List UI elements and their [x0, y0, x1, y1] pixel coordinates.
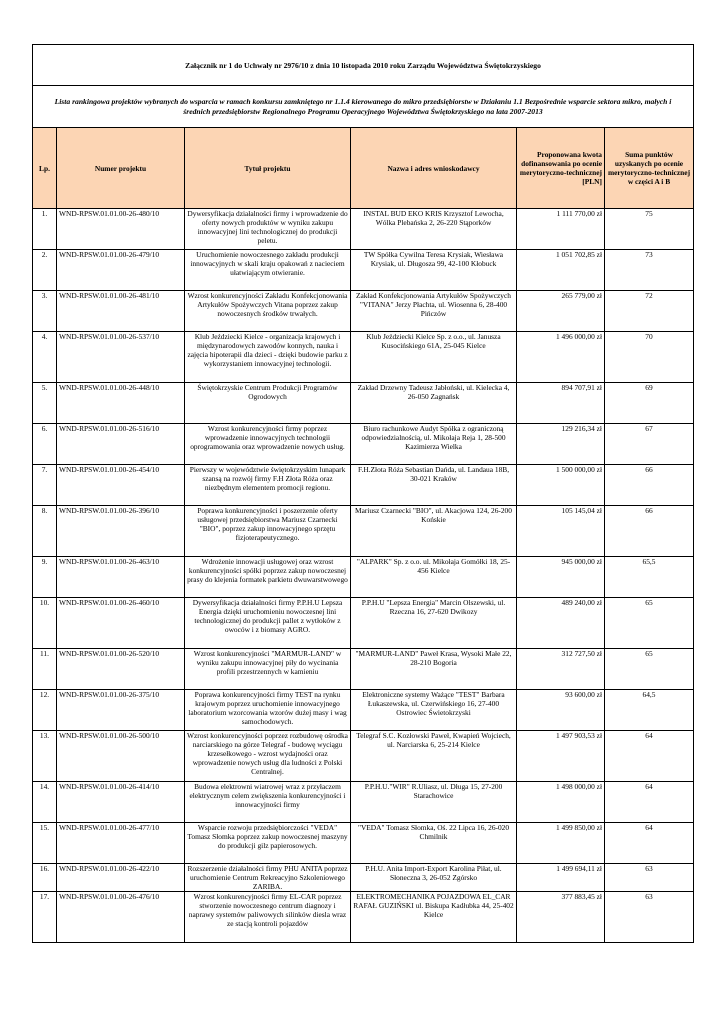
cell-amount: 1 498 000,00 zł: [517, 782, 605, 823]
cell-number: WND-RPSW.01.01.00-26-500/10: [57, 731, 185, 782]
cell-points: 64: [605, 823, 694, 864]
cell-applicant: Telegraf S.C. Kozłowski Paweł, Kwapień Wojciech, ul. Narciarska 6, 25-214 Kielce: [351, 731, 517, 782]
cell-applicant: Zakład Drzewny Tadeusz Jabłoński, ul. Kielecka 4, 26-050 Zagnańsk: [351, 383, 517, 424]
cell-title: Poprawa konkurencyjności firmy TEST na rynku krajowym poprzez uruchomienie innowacyjnego laboratorium wzorcowania wzorów dużej masy i wag samochodowych.: [185, 690, 351, 731]
cell-points: 73: [605, 250, 694, 291]
cell-number: WND-RPSW.01.01.00-26-422/10: [57, 864, 185, 892]
cell-title: Wdrożenie innowacji usługowej oraz wzrost konkurencyjności spółki poprzez zakup nowoczesnej prasy do klejenia formatek parkietu dwuwarstwowego: [185, 557, 351, 598]
cell-number: WND-RPSW.01.01.00-26-480/10: [57, 209, 185, 250]
cell-applicant: P.H.U. Anita Import-Export Karolina Piłat, ul. Słoneczna 3, 26-052 Zgórsko: [351, 864, 517, 892]
cell-title: Poprawa konkurencyjności i poszerzenie oferty usługowej przedsiębiorstwa Mariusz Czarnecki "BIO", poprzez zakup innowacyjnego sprzętu fizjoterapeutycznego.: [185, 506, 351, 557]
table-row: [33, 506, 694, 557]
cell-applicant: P.P.H.U."WIR" R.Uliasz, ul. Długa 15, 27-200 Starachowice: [351, 782, 517, 823]
cell-lp: 4.: [33, 332, 57, 383]
cell-points: 66: [605, 465, 694, 506]
cell-points: 64,5: [605, 690, 694, 731]
cell-title: Budowa elektrowni wiatrowej wraz z przyłaczem elektrycznym celem zwiększenia konkurencyjności i innowacyjności firmy: [185, 782, 351, 823]
cell-title: Rozszerzenie działalności firmy PHU ANITA poprzez uruchomienie Centrum Rekreacyjno Szkoleniowego ZARIBA.: [185, 864, 351, 892]
cell-amount: 1 497 903,53 zł: [517, 731, 605, 782]
cell-title: Wzrost konkurencyjności firmy EL-CAR poprzez stworzenie nowoczesnego centrum diagnozy i naprawy systemów paliwowych silinków diesla wraz ze stacją kontroli pojazdów: [185, 892, 351, 943]
cell-title: Wzrost konkurencyjności "MARMUR-LAND" w wyniku zakupu innowacyjnej piły do wycinania profili przestrzennych w kamieniu: [185, 649, 351, 690]
table-row: [33, 892, 694, 943]
cell-points: 70: [605, 332, 694, 383]
cell-number: WND-RPSW.01.01.00-26-537/10: [57, 332, 185, 383]
table-row: [33, 209, 694, 250]
column-header-amount: Proponowana kwota dofinansowania po ocenie merytoryczno-technicznej [PLN]: [517, 128, 605, 209]
cell-points: 64: [605, 782, 694, 823]
cell-number: WND-RPSW.01.01.00-26-477/10: [57, 823, 185, 864]
cell-number: WND-RPSW.01.01.00-26-516/10: [57, 424, 185, 465]
cell-number: WND-RPSW.01.01.00-26-396/10: [57, 506, 185, 557]
column-header-points: Suma punktów uzyskanych po ocenie merytoryczno-technicznej w części A i B: [605, 128, 694, 209]
cell-applicant: Klub Jeździecki Kielce Sp. z o.o., ul. Janusza Kusocińskiego 61A, 25-045 Kielce: [351, 332, 517, 383]
cell-lp: 2.: [33, 250, 57, 291]
table-row: [33, 332, 694, 383]
cell-applicant: Elektroniczne systemy Ważące "TEST" Barbara Łukaszewska, ul. Czerwińskiego 16, 27-400 Ostrowiec Świetokrzyski: [351, 690, 517, 731]
cell-amount: 265 779,00 zł: [517, 291, 605, 332]
cell-lp: 8.: [33, 506, 57, 557]
cell-amount: 129 216,34 zł: [517, 424, 605, 465]
cell-applicant: "ALPARK" Sp. z o.o. ul. Mikołaja Gomółki 18, 25-456 Kielce: [351, 557, 517, 598]
cell-title: Dywersyfikacja działalności firmy P.P.H.U Lepsza Energia dzięki uruchomieniu nowoczesnej lini technologicznej do produkcji pallet z wytłoków z owoców i z biomasy AGRO.: [185, 598, 351, 649]
cell-points: 67: [605, 424, 694, 465]
column-header-number: Numer projektu: [57, 128, 185, 209]
cell-points: 69: [605, 383, 694, 424]
cell-amount: 93 600,00 zł: [517, 690, 605, 731]
cell-applicant: Biuro rachunkowe Audyt Spółka z ograniczoną odpowiedzialnością, ul. Mikołaja Reja 1, 28-500 Kazimierza Wielka: [351, 424, 517, 465]
cell-number: WND-RPSW.01.01.00-26-454/10: [57, 465, 185, 506]
cell-lp: 6.: [33, 424, 57, 465]
table-row: [33, 598, 694, 649]
table-header-row: [33, 128, 694, 209]
cell-lp: 7.: [33, 465, 57, 506]
table-row: [33, 782, 694, 823]
cell-number: WND-RPSW.01.01.00-26-460/10: [57, 598, 185, 649]
cell-amount: 312 727,50 zł: [517, 649, 605, 690]
table-row: [33, 649, 694, 690]
document-title: Załącznik nr 1 do Uchwały nr 2976/10 z dnia 10 listopada 2010 roku Zarządu Województwa Świętokrzyskiego: [33, 45, 694, 86]
table-row: [33, 250, 694, 291]
cell-applicant: TW Spółka Cywilna Teresa Krysiak, Wiesława Krysiak, ul. Długosza 99, 42-100 Kłobuck: [351, 250, 517, 291]
cell-amount: 894 707,91 zł: [517, 383, 605, 424]
cell-title: Wsparcie rozwoju przedsiębiorczości "VEDA" Tomasz Słomka poprzez zakup nowoczesnej maszyny do produkcji gilz papierosowych.: [185, 823, 351, 864]
cell-applicant: Zakład Konfekcjonowania Artykułów Spożywczych "VITANA" Jerzy Płachta, ul. Wiosenna 6, 28-400 Pińczów: [351, 291, 517, 332]
cell-number: WND-RPSW.01.01.00-26-476/10: [57, 892, 185, 943]
cell-amount: 489 240,00 zł: [517, 598, 605, 649]
cell-number: WND-RPSW.01.01.00-26-414/10: [57, 782, 185, 823]
document: [32, 44, 693, 943]
cell-title: Wzrost konkurencyjności firmy poprzez wprowadzenie innowacyjnych technologii oprogramowania oraz wprowadzenie nowych usług.: [185, 424, 351, 465]
cell-lp: 14.: [33, 782, 57, 823]
column-header-applicant: Nazwa i adres wnioskodawcy: [351, 128, 517, 209]
cell-points: 65: [605, 649, 694, 690]
cell-amount: 1 499 694,11 zł: [517, 864, 605, 892]
cell-title: Pierwszy w województwie świętokrzyskim lunapark szansą na rozwój firmy F.H Złota Róża oraz niezbędnym elementem promocji regionu.: [185, 465, 351, 506]
cell-points: 72: [605, 291, 694, 332]
cell-points: 63: [605, 892, 694, 943]
ranking-table: [32, 44, 694, 943]
cell-lp: 3.: [33, 291, 57, 332]
cell-amount: 945 000,00 zł: [517, 557, 605, 598]
column-header-title: Tytuł projektu: [185, 128, 351, 209]
cell-applicant: Mariusz Czarnecki "BIO", ul. Akacjowa 124, 26-200 Końskie: [351, 506, 517, 557]
cell-title: Wzrost konkurencyjności Zakładu Konfekcjonowania Artykułów Spożywczych Vitana poprzez zakup nowoczesnych środków trwałych.: [185, 291, 351, 332]
cell-points: 65,5: [605, 557, 694, 598]
cell-applicant: P.P.H.U "Lepsza Energia" Marcin Olszewski, ul. Rzeczna 16, 27-620 Dwikozy: [351, 598, 517, 649]
cell-lp: 11.: [33, 649, 57, 690]
table-row: [33, 823, 694, 864]
cell-number: WND-RPSW.01.01.00-26-481/10: [57, 291, 185, 332]
table-row: [33, 690, 694, 731]
cell-lp: 1.: [33, 209, 57, 250]
table-row: [33, 291, 694, 332]
cell-points: 63: [605, 864, 694, 892]
cell-title: Klub Jeździecki Kielce - organizacja krajowych i międzynarodowych zawodów konnych, nauka i zajęcia hipoterapii dla dzieci - dzięki budowie parku z wykorzystaniem innowacyjnej technologii.: [185, 332, 351, 383]
table-row: [33, 424, 694, 465]
cell-title: Uruchomienie nowoczesnego zakładu produkcji innowacyjnych w skali kraju opakowań z nacieciem ułatwiającym otwieranie.: [185, 250, 351, 291]
cell-title: Świętokrzyskie Centrum Produkcji Programów Ogrodowych: [185, 383, 351, 424]
table-row: [33, 864, 694, 892]
cell-lp: 10.: [33, 598, 57, 649]
cell-lp: 15.: [33, 823, 57, 864]
cell-number: WND-RPSW.01.01.00-26-448/10: [57, 383, 185, 424]
cell-points: 75: [605, 209, 694, 250]
cell-amount: 1 111 770,00 zł: [517, 209, 605, 250]
cell-amount: 105 145,04 zł: [517, 506, 605, 557]
cell-points: 64: [605, 731, 694, 782]
cell-title: Wzrost konkurencyjności poprzez rozbudowę ośrodka narciarskiego na górze Telegraf - budowę wyciągu krzesełkowego - wzrost wydajności oraz wprowadzenie nowych usług dla ludności z Polski Centralnej.: [185, 731, 351, 782]
cell-amount: 1 496 000,00 zł: [517, 332, 605, 383]
cell-applicant: F.H.Złota Róża Sebastian Dańda, ul. Landaua 18B, 30-021 Kraków: [351, 465, 517, 506]
cell-title: Dywersyfikacja działalności firmy i wprowadzenie do oferty nowych produktów w wyniku zakupu innowacyjnej lini technologicznej do produkcji peletu.: [185, 209, 351, 250]
cell-points: 65: [605, 598, 694, 649]
table-row: [33, 731, 694, 782]
table-row: [33, 557, 694, 598]
cell-applicant: "MARMUR-LAND" Paweł Krasa, Wysoki Małe 22, 28-210 Bogoria: [351, 649, 517, 690]
cell-applicant: "VEDA" Tomasz Słomka, Oś. 22 Lipca 16, 26-020 Chmilnik: [351, 823, 517, 864]
column-header-lp: Lp.: [33, 128, 57, 209]
table-row: [33, 383, 694, 424]
document-subtitle: Lista rankingowa projektów wybranych do wsparcia w ramach konkursu zamkniętego nr 1.1.4 kierowanego do mikro przedsiębiorstw w Działaniu 1.1 Bezpośrednie wsparcie sektora mikro, małych i średnich przedsiębiorstw Regionalnego Programu Operacyjnego Województwa Świętokrzyskiego na lata 2007-2013: [33, 86, 694, 128]
cell-number: WND-RPSW.01.01.00-26-375/10: [57, 690, 185, 731]
cell-applicant: INSTAL BUD EKO KRIS Krzysztof Lewocha, Wólka Plebańska 2, 26-220 Stąporków: [351, 209, 517, 250]
cell-lp: 5.: [33, 383, 57, 424]
table-row: [33, 465, 694, 506]
cell-lp: 16.: [33, 864, 57, 892]
cell-amount: 1 500 000,00 zł: [517, 465, 605, 506]
cell-lp: 13.: [33, 731, 57, 782]
cell-number: WND-RPSW.01.01.00-26-463/10: [57, 557, 185, 598]
cell-lp: 17.: [33, 892, 57, 943]
cell-points: 66: [605, 506, 694, 557]
cell-amount: 1 499 850,00 zł: [517, 823, 605, 864]
cell-amount: 1 051 702,85 zł: [517, 250, 605, 291]
cell-lp: 12.: [33, 690, 57, 731]
cell-applicant: ELEKTROMECHANIKA POJAZDOWA EL_CAR RAFAŁ GUZIŃSKI ul. Biskupa Kadłubka 44, 25-402 Kielce: [351, 892, 517, 943]
cell-number: WND-RPSW.01.01.00-26-520/10: [57, 649, 185, 690]
cell-amount: 377 883,45 zł: [517, 892, 605, 943]
cell-number: WND-RPSW.01.01.00-26-479/10: [57, 250, 185, 291]
cell-lp: 9.: [33, 557, 57, 598]
